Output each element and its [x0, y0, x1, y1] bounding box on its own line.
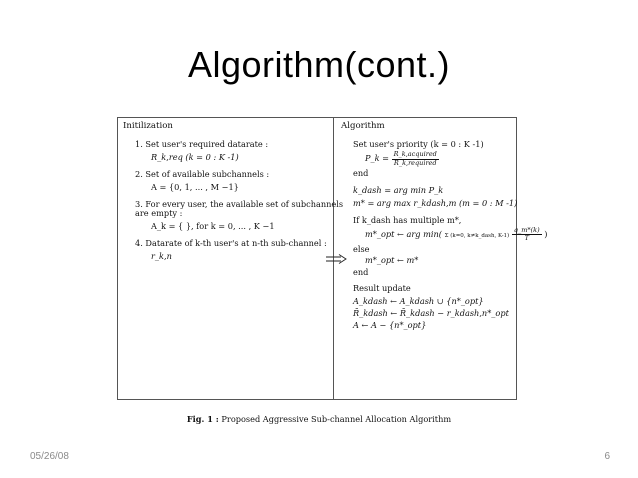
- algo-if: If k_dash has multiple m*,: [353, 214, 462, 225]
- algo-end-2: end: [353, 266, 369, 277]
- algo-priority-formula: [341, 151, 513, 167]
- mopt-denominator: T: [524, 234, 529, 243]
- slide-title: Algorithm(cont.): [187, 44, 451, 85]
- priority-denominator: R_k,required: [393, 158, 437, 167]
- algo-else: else: [353, 243, 370, 254]
- init-step-2-formula: A = {0, 1, ... , M −1}: [151, 182, 239, 193]
- slide-page-number: 6: [604, 451, 610, 462]
- algo-mopt-2: m*_opt ← m*: [365, 255, 419, 266]
- slide-date: 05/26/08: [30, 451, 69, 462]
- priority-lhs: P_k =: [365, 153, 390, 164]
- algo-mopt-formula: [341, 225, 548, 243]
- mopt-numerator: q_m*(k): [513, 225, 540, 234]
- algo-result-update: Result update: [353, 283, 411, 294]
- init-step-1: 1. Set user's required datarate :: [135, 138, 269, 149]
- initialization-heading: Initilization: [123, 121, 173, 131]
- init-step-3-cont: are empty :: [135, 207, 183, 218]
- init-step-3-formula: A_k = { }, for k = 0, ... , K −1: [151, 221, 275, 232]
- algo-kdash: k_dash = arg min P_k: [353, 184, 444, 195]
- init-step-4: 4. Datarate of k-th user's at n-th sub-channel :: [135, 237, 327, 248]
- caption-label: Fig. 1 :: [186, 414, 219, 424]
- algorithm-heading: Algorithm: [341, 121, 385, 131]
- algo-mstar: m* = arg max r_kdash,m (m = 0 : M -1): [353, 198, 518, 209]
- init-step-3: 3. For every user, the available set of subchannels: [135, 198, 344, 209]
- init-step-1-formula: R_k,req (k = 0 : K -1): [151, 152, 239, 163]
- mopt-sum: Σ (k=0, k≠k_dash, K-1): [444, 232, 510, 239]
- mopt-lhs: m*_opt ← arg min(: [365, 228, 442, 239]
- priority-numerator: R_k,acquired: [393, 150, 437, 159]
- algo-update-1: A_kdash ← A_kdash ∪ {n*_opt}: [353, 295, 484, 306]
- init-step-2: 2. Set of available subchannels :: [135, 168, 270, 179]
- algo-end-1: end: [353, 168, 369, 179]
- figure-caption: [0, 414, 638, 424]
- algo-update-3: A ← A − {n*_opt}: [353, 320, 427, 331]
- init-step-4-formula: r_k,n: [151, 251, 172, 262]
- algorithm-figure: [117, 117, 548, 400]
- caption-text: Proposed Aggressive Sub-channel Allocation Algorithm: [221, 414, 452, 424]
- algo-update-2: R̄_kdash ← R̄_kdash − r_kdash,n*_opt: [353, 307, 509, 318]
- priority-fraction: [392, 151, 439, 167]
- mopt-fraction: [512, 227, 542, 243]
- algorithm-column: [341, 121, 548, 331]
- initialization-column: [123, 121, 344, 262]
- algo-priority: Set user's priority (k = 0 : K -1): [353, 138, 484, 149]
- mopt-close: ): [544, 228, 548, 239]
